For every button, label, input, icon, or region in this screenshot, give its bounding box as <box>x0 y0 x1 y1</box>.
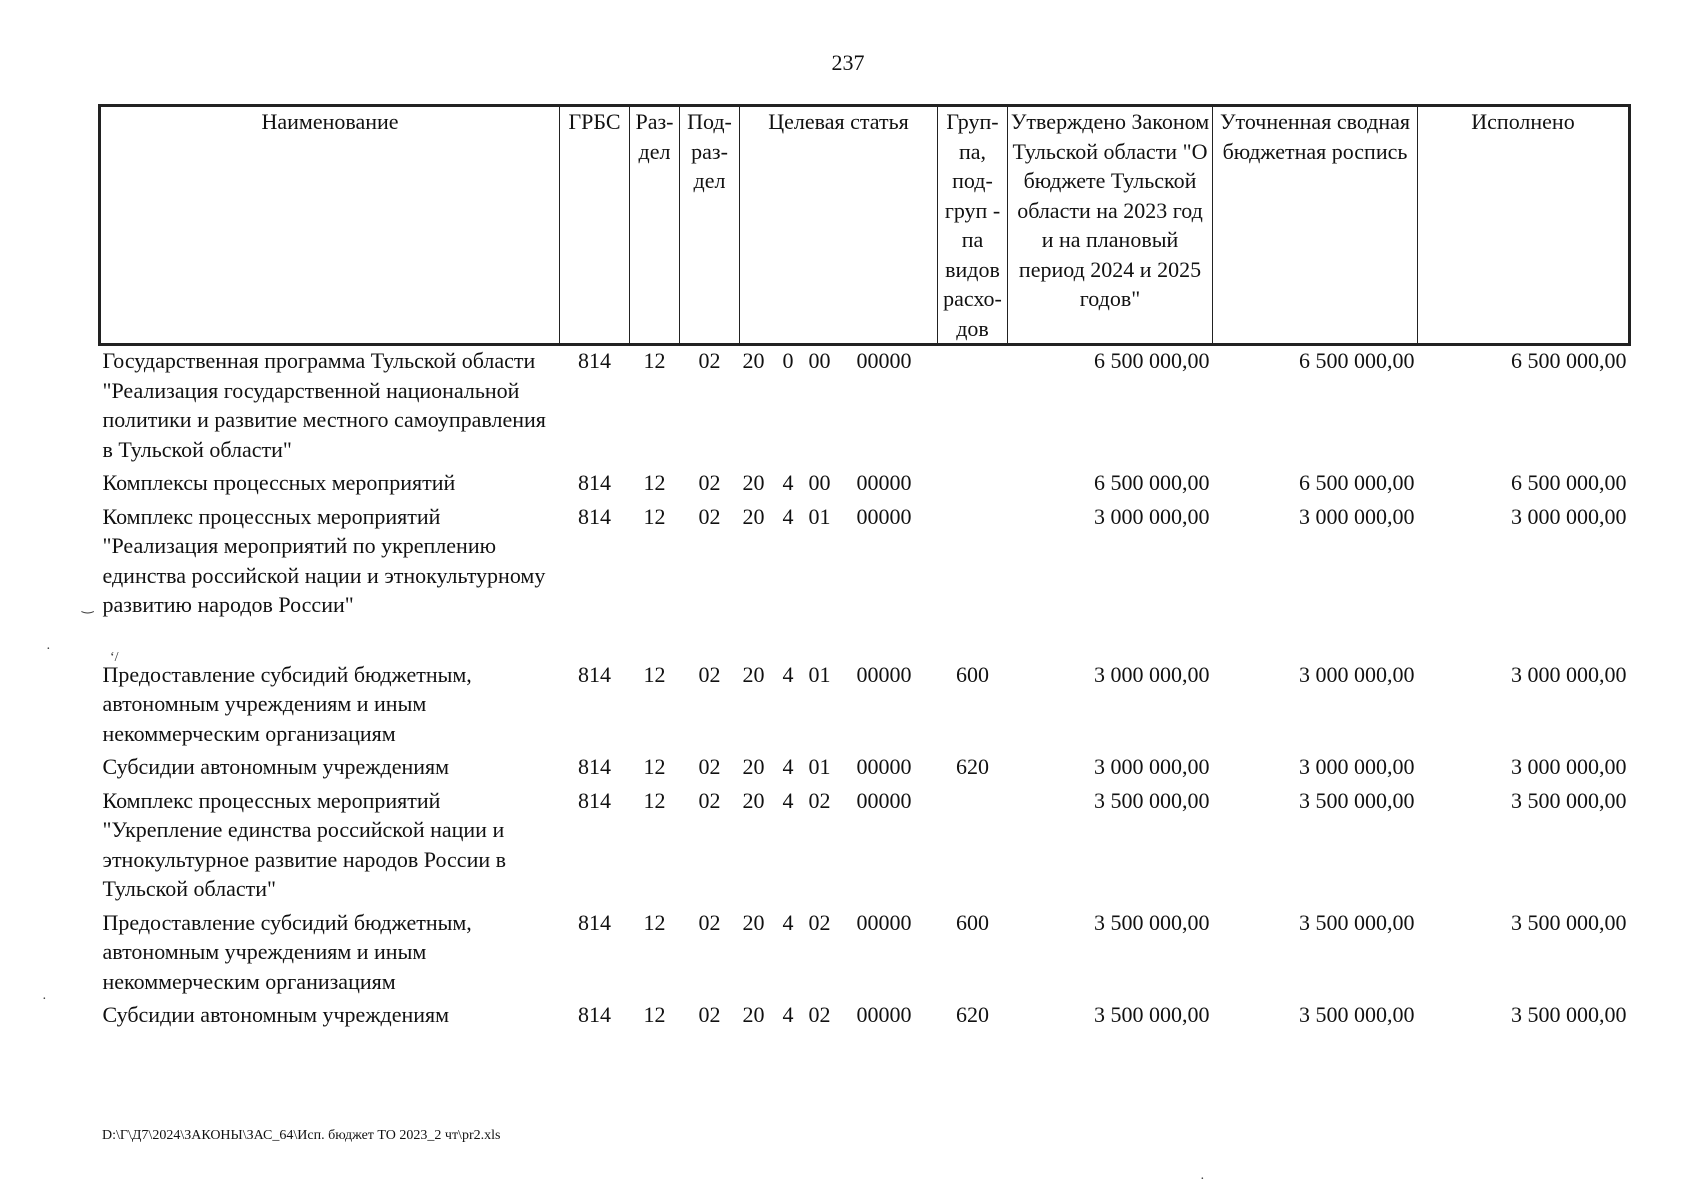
row-executed: 6 500 000,00 <box>1511 470 1627 495</box>
row-executed: 3 500 000,00 <box>1511 787 1627 813</box>
row-podrazdel: 02 <box>698 470 721 495</box>
row-executed: 3 500 000,00 <box>1511 1002 1627 1027</box>
cs-program: 20 <box>742 470 765 495</box>
row-name: Комплекс процессных мероприятий "Реализация мероприятий по укреплению единства российской нации и этнокультурному развитию народов России" <box>102 503 546 617</box>
row-name: Предоставление субсидий бюджетным, автономным учреждениям и иным некоммерческим организациям <box>102 909 472 994</box>
row-name: Предоставление субсидий бюджетным, автономным учреждениям и иным некоммерческим организациям <box>102 661 472 746</box>
cs-program: 20 <box>742 661 765 687</box>
cs-type: 4 <box>782 661 794 687</box>
row-refined: 3 500 000,00 <box>1299 787 1415 813</box>
cs-direction: 00000 <box>856 754 912 779</box>
row-grbs: 814 <box>578 754 611 779</box>
cs-direction: 00000 <box>856 787 912 813</box>
header-razdel: Раз- дел <box>630 106 680 345</box>
row-podrazdel: 02 <box>698 1002 721 1027</box>
row-target-article <box>740 468 938 502</box>
table-row <box>100 345 1630 469</box>
row-target-article <box>740 502 938 660</box>
row-name: Государственная программа Тульской области "Реализация государственной национальной политики и развитие местного самоуправления в Тульской области" <box>102 348 546 462</box>
row-expense-group: 600 <box>956 661 989 687</box>
table-row <box>100 502 1630 660</box>
header-executed: Исполнено <box>1418 106 1630 345</box>
cs-direction: 00000 <box>856 1002 912 1027</box>
cs-element: 02 <box>808 1002 831 1027</box>
cs-type: 4 <box>782 1002 794 1027</box>
cs-element: 02 <box>808 787 831 813</box>
row-name: Комплексы процессных мероприятий <box>102 470 456 495</box>
row-razdel: 12 <box>643 503 666 529</box>
row-grbs: 814 <box>578 909 611 935</box>
row-refined: 3 000 000,00 <box>1299 661 1415 687</box>
table-row <box>100 1000 1630 1034</box>
row-target-article <box>740 345 938 469</box>
row-refined: 3 000 000,00 <box>1299 503 1415 529</box>
row-razdel: 12 <box>643 661 666 687</box>
row-podrazdel: 02 <box>698 661 721 687</box>
row-approved: 3 000 000,00 <box>1094 754 1210 779</box>
budget-table <box>98 104 1631 1034</box>
row-grbs: 814 <box>578 661 611 687</box>
header-approved: Утверждено Законом Тульской области "О бюджете Тульской области на 2023 год и на плановый период 2024 и 2025 годов" <box>1008 106 1213 345</box>
header-refined: Уточненная сводная бюджетная роспись <box>1213 106 1418 345</box>
cs-element: 01 <box>808 754 831 779</box>
cs-element: 02 <box>808 909 831 935</box>
row-executed: 3 500 000,00 <box>1511 909 1627 935</box>
row-podrazdel: 02 <box>698 503 721 529</box>
row-podrazdel: 02 <box>698 348 721 373</box>
cs-type: 4 <box>782 503 794 529</box>
row-podrazdel: 02 <box>698 909 721 935</box>
cs-type: 4 <box>782 754 794 779</box>
row-approved: 3 500 000,00 <box>1094 1002 1210 1027</box>
cs-element: 00 <box>808 470 831 495</box>
row-executed: 3 000 000,00 <box>1511 661 1627 687</box>
header-podrazdel: Под- раз- дел <box>680 106 740 345</box>
row-refined: 6 500 000,00 <box>1299 348 1415 373</box>
row-expense-group <box>938 345 1008 469</box>
cs-type: 4 <box>782 909 794 935</box>
cs-element: 01 <box>808 503 831 529</box>
cs-program: 20 <box>742 754 765 779</box>
row-expense-group: 600 <box>956 909 989 935</box>
table-row <box>100 752 1630 786</box>
row-refined: 6 500 000,00 <box>1299 470 1415 495</box>
cs-direction: 00000 <box>856 503 912 529</box>
cs-program: 20 <box>742 348 765 373</box>
scan-mark: · <box>1200 1172 1205 1187</box>
row-refined: 3 500 000,00 <box>1299 1002 1415 1027</box>
row-approved: 6 500 000,00 <box>1094 470 1210 495</box>
cs-program: 20 <box>742 503 765 529</box>
row-expense-group <box>938 468 1008 502</box>
header-name: Наименование <box>100 106 560 345</box>
header-target-article: Целевая статья <box>740 106 938 345</box>
cs-type: 4 <box>782 470 794 495</box>
row-grbs: 814 <box>578 470 611 495</box>
table-row <box>100 660 1630 753</box>
cs-type: 0 <box>782 348 794 373</box>
page-number: 237 <box>831 50 865 75</box>
row-razdel: 12 <box>643 787 666 813</box>
row-executed: 6 500 000,00 <box>1511 348 1627 373</box>
table-header-row <box>100 106 1630 345</box>
row-name: Субсидии автономным учреждениям <box>102 1002 450 1027</box>
row-approved: 3 500 000,00 <box>1094 909 1210 935</box>
cs-element: 00 <box>808 348 831 373</box>
scan-mark: · <box>42 992 47 1007</box>
row-podrazdel: 02 <box>698 787 721 813</box>
table-row <box>100 908 1630 1001</box>
cs-program: 20 <box>742 1002 765 1027</box>
footer-file-path: D:\Г\Д7\2024\ЗАКОНЫ\ЗАС_64\Исп. бюджет ТО 2023_2 чт\pr2.xls <box>102 1128 501 1143</box>
header-expense-group: Груп- па, под- груп - па видов расхо- дов <box>938 106 1008 345</box>
row-approved: 3 000 000,00 <box>1094 503 1210 529</box>
row-target-article <box>740 786 938 908</box>
cs-direction: 00000 <box>856 348 912 373</box>
table-row <box>100 786 1630 908</box>
cs-direction: 00000 <box>856 909 912 935</box>
row-target-article <box>740 908 938 1001</box>
scan-mark: ‿ <box>82 599 94 614</box>
row-expense-group: 620 <box>956 754 989 779</box>
row-razdel: 12 <box>643 909 666 935</box>
row-grbs: 814 <box>578 787 611 813</box>
row-executed: 3 000 000,00 <box>1511 754 1627 779</box>
row-expense-group <box>938 502 1008 660</box>
cs-program: 20 <box>742 909 765 935</box>
row-expense-group <box>938 786 1008 908</box>
row-razdel: 12 <box>643 1002 666 1027</box>
cs-type: 4 <box>782 787 794 813</box>
row-executed: 3 000 000,00 <box>1511 503 1627 529</box>
scan-mark: · <box>46 642 51 657</box>
row-grbs: 814 <box>578 1002 611 1027</box>
cs-direction: 00000 <box>856 661 912 687</box>
scan-mark: ‘/ <box>110 650 119 665</box>
row-approved: 6 500 000,00 <box>1094 348 1210 373</box>
row-razdel: 12 <box>643 470 666 495</box>
row-name: Комплекс процессных мероприятий "Укрепление единства российской нации и этнокультурное развитие народов России в Тульской области" <box>102 787 506 901</box>
row-approved: 3 500 000,00 <box>1094 787 1210 813</box>
row-refined: 3 500 000,00 <box>1299 909 1415 935</box>
cs-program: 20 <box>742 787 765 813</box>
row-target-article <box>740 1000 938 1034</box>
header-grbs: ГРБС <box>560 106 630 345</box>
cs-direction: 00000 <box>856 470 912 495</box>
row-grbs: 814 <box>578 503 611 529</box>
row-approved: 3 000 000,00 <box>1094 661 1210 687</box>
cs-element: 01 <box>808 661 831 687</box>
row-razdel: 12 <box>643 754 666 779</box>
row-refined: 3 000 000,00 <box>1299 754 1415 779</box>
table-row <box>100 468 1630 502</box>
row-podrazdel: 02 <box>698 754 721 779</box>
row-name: Субсидии автономным учреждениям <box>102 754 450 779</box>
row-target-article <box>740 752 938 786</box>
row-grbs: 814 <box>578 348 611 373</box>
row-target-article <box>740 660 938 753</box>
row-expense-group: 620 <box>956 1002 989 1027</box>
row-razdel: 12 <box>643 348 666 373</box>
